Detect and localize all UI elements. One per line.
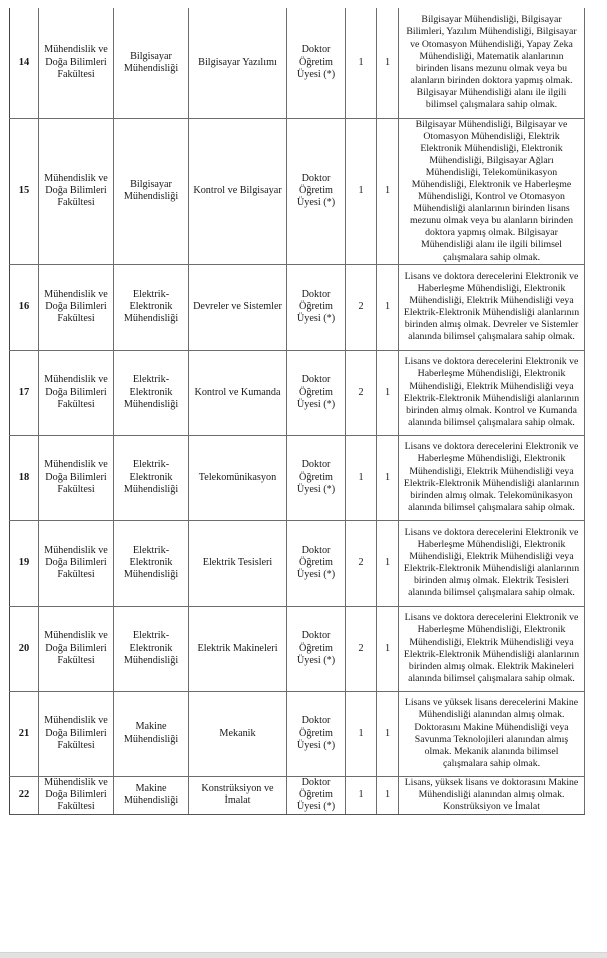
field-cell: Bilgisayar Yazılımı <box>189 8 287 118</box>
table-row <box>10 435 585 520</box>
requirements-cell: Lisans ve doktora derecelerini Elektronik ve Haberleşme Mühendisliği, Elektronik Mühendisliği, Elektrik Mühendisliği veya Elektrik-Elektronik Mühendisliği alanlarının birinden almış olmak. Devreler ve Sistemler alanında bilimsel çalışmalara sahip olmak. <box>399 264 585 350</box>
degree-cell: 1 <box>377 118 399 264</box>
title-cell: Doktor Öğretim Üyesi (*) <box>287 435 346 520</box>
field-cell: Konstrüksiyon ve İmalat <box>189 776 287 814</box>
requirements-cell: Lisans ve doktora derecelerini Elektronik ve Haberleşme Mühendisliği, Elektronik Mühendisliği, Elektrik Mühendisliği veya Elektrik-Elektronik Mühendisliği alanlarının birinden almış olmak. Elektrik Makineleri alanında bilimsel çalışmalara sahip olmak. <box>399 606 585 691</box>
table-row <box>10 606 585 691</box>
title-cell: Doktor Öğretim Üyesi (*) <box>287 520 346 606</box>
row-number: 16 <box>10 264 39 350</box>
row-number: 18 <box>10 435 39 520</box>
title-cell: Doktor Öğretim Üyesi (*) <box>287 264 346 350</box>
faculty-cell: Mühendislik ve Doğa Bilimleri Fakültesi <box>39 691 114 776</box>
department-cell: Makine Mühendisliği <box>114 776 189 814</box>
degree-cell: 1 <box>377 435 399 520</box>
bottom-bar <box>0 952 607 958</box>
title-cell: Doktor Öğretim Üyesi (*) <box>287 691 346 776</box>
field-cell: Kontrol ve Bilgisayar <box>189 118 287 264</box>
department-cell: Elektrik-Elektronik Mühendisliği <box>114 264 189 350</box>
requirements-cell: Lisans ve yüksek lisans derecelerini Makine Mühendisliği alanından almış olmak. Doktorasını Makine Mühendisliği veya Savunma Teknolojileri alanından almış olmak. Mekanik alanında bilimsel çalışmalara sahip olmak. <box>399 691 585 776</box>
degree-cell: 1 <box>377 606 399 691</box>
title-cell: Doktor Öğretim Üyesi (*) <box>287 350 346 435</box>
department-cell: Elektrik-Elektronik Mühendisliği <box>114 606 189 691</box>
requirements-cell: Lisans, yüksek lisans ve doktorasını Makine Mühendisliği alanından almış olmak. Konstrüksiyon ve İmalat <box>399 776 585 814</box>
field-cell: Elektrik Makineleri <box>189 606 287 691</box>
positions-cell: 1 <box>346 435 377 520</box>
title-cell: Doktor Öğretim Üyesi (*) <box>287 118 346 264</box>
row-number: 21 <box>10 691 39 776</box>
positions-cell: 1 <box>346 691 377 776</box>
faculty-cell: Mühendislik ve Doğa Bilimleri Fakültesi <box>39 350 114 435</box>
degree-cell: 1 <box>377 776 399 814</box>
requirements-cell: Bilgisayar Mühendisliği, Bilgisayar Bilimleri, Yazılım Mühendisliği, Bilgisayar ve Otomasyon Mühendisliği, Yapay Zeka Mühendisliği, Matematik alanlarının birinden lisans mezunu olmak veya bu alanların birinden doktora yapmış olmak. Bilgisayar Mühendisliği alanı ile ilgili bilimsel çalışmalara sahip olmak. <box>399 8 585 118</box>
positions-cell: 1 <box>346 8 377 118</box>
positions-cell: 1 <box>346 118 377 264</box>
field-cell: Elektrik Tesisleri <box>189 520 287 606</box>
faculty-cell: Mühendislik ve Doğa Bilimleri Fakültesi <box>39 264 114 350</box>
title-cell: Doktor Öğretim Üyesi (*) <box>287 776 346 814</box>
degree-cell: 1 <box>377 8 399 118</box>
requirements-cell: Lisans ve doktora derecelerini Elektronik ve Haberleşme Mühendisliği, Elektronik Mühendisliği, Elektrik Mühendisliği veya Elektrik-Elektronik Mühendisliği alanlarının birinden almış olmak. Telekomünikasyon alanında bilimsel çalışmalara sahip olmak. <box>399 435 585 520</box>
table-body <box>10 8 585 814</box>
row-number: 15 <box>10 118 39 264</box>
faculty-cell: Mühendislik ve Doğa Bilimleri Fakültesi <box>39 435 114 520</box>
faculty-cell: Mühendislik ve Doğa Bilimleri Fakültesi <box>39 118 114 264</box>
positions-cell: 2 <box>346 520 377 606</box>
row-number: 20 <box>10 606 39 691</box>
positions-cell: 2 <box>346 264 377 350</box>
table-row <box>10 691 585 776</box>
field-cell: Kontrol ve Kumanda <box>189 350 287 435</box>
degree-cell: 1 <box>377 264 399 350</box>
department-cell: Bilgisayar Mühendisliği <box>114 8 189 118</box>
positions-cell: 2 <box>346 606 377 691</box>
title-cell: Doktor Öğretim Üyesi (*) <box>287 606 346 691</box>
degree-cell: 1 <box>377 520 399 606</box>
row-number: 22 <box>10 776 39 814</box>
requirements-cell: Lisans ve doktora derecelerini Elektronik ve Haberleşme Mühendisliği, Elektronik Mühendisliği, Elektrik Mühendisliği veya Elektrik-Elektronik Mühendisliği alanlarının birinden almış olmak. Elektrik Tesisleri alanında bilimsel çalışmalara sahip olmak. <box>399 520 585 606</box>
department-cell: Bilgisayar Mühendisliği <box>114 118 189 264</box>
department-cell: Elektrik-Elektronik Mühendisliği <box>114 520 189 606</box>
faculty-cell: Mühendislik ve Doğa Bilimleri Fakültesi <box>39 606 114 691</box>
table-row <box>10 8 585 118</box>
requirements-cell: Bilgisayar Mühendisliği, Bilgisayar ve Otomasyon Mühendisliği, Elektrik Elektronik Mühendisliği, Elektronik Mühendisliği, Bilgisayar Ağları Mühendisliği, Telekomünikasyon Mühendisliği, Elektronik ve Haberleşme Mühendisliği, Kontrol ve Otomasyon Mühendisliği alanlarının birinden lisans mezunu olmak veya bu alanların birinden doktora yapmış olmak. Bilgisayar Mühendisliği alanı ile ilgili bilimsel çalışmalara sahip olmak. <box>399 118 585 264</box>
faculty-cell: Mühendislik ve Doğa Bilimleri Fakültesi <box>39 776 114 814</box>
table-row <box>10 118 585 264</box>
row-number: 17 <box>10 350 39 435</box>
department-cell: Makine Mühendisliği <box>114 691 189 776</box>
department-cell: Elektrik-Elektronik Mühendisliği <box>114 350 189 435</box>
table-row <box>10 520 585 606</box>
positions-cell: 2 <box>346 350 377 435</box>
table-row <box>10 350 585 435</box>
faculty-cell: Mühendislik ve Doğa Bilimleri Fakültesi <box>39 520 114 606</box>
table-row <box>10 264 585 350</box>
table-row <box>10 776 585 814</box>
field-cell: Mekanik <box>189 691 287 776</box>
row-number: 19 <box>10 520 39 606</box>
degree-cell: 1 <box>377 350 399 435</box>
row-number: 14 <box>10 8 39 118</box>
field-cell: Devreler ve Sistemler <box>189 264 287 350</box>
positions-cell: 1 <box>346 776 377 814</box>
requirements-cell: Lisans ve doktora derecelerini Elektronik ve Haberleşme Mühendisliği, Elektronik Mühendisliği, Elektrik Mühendisliği veya Elektrik-Elektronik Mühendisliği alanlarının birinden almış olmak. Kontrol ve Kumanda alanında bilimsel çalışmalara sahip olmak. <box>399 350 585 435</box>
field-cell: Telekomünikasyon <box>189 435 287 520</box>
faculty-cell: Mühendislik ve Doğa Bilimleri Fakültesi <box>39 8 114 118</box>
department-cell: Elektrik-Elektronik Mühendisliği <box>114 435 189 520</box>
position-table <box>9 8 585 815</box>
title-cell: Doktor Öğretim Üyesi (*) <box>287 8 346 118</box>
degree-cell: 1 <box>377 691 399 776</box>
